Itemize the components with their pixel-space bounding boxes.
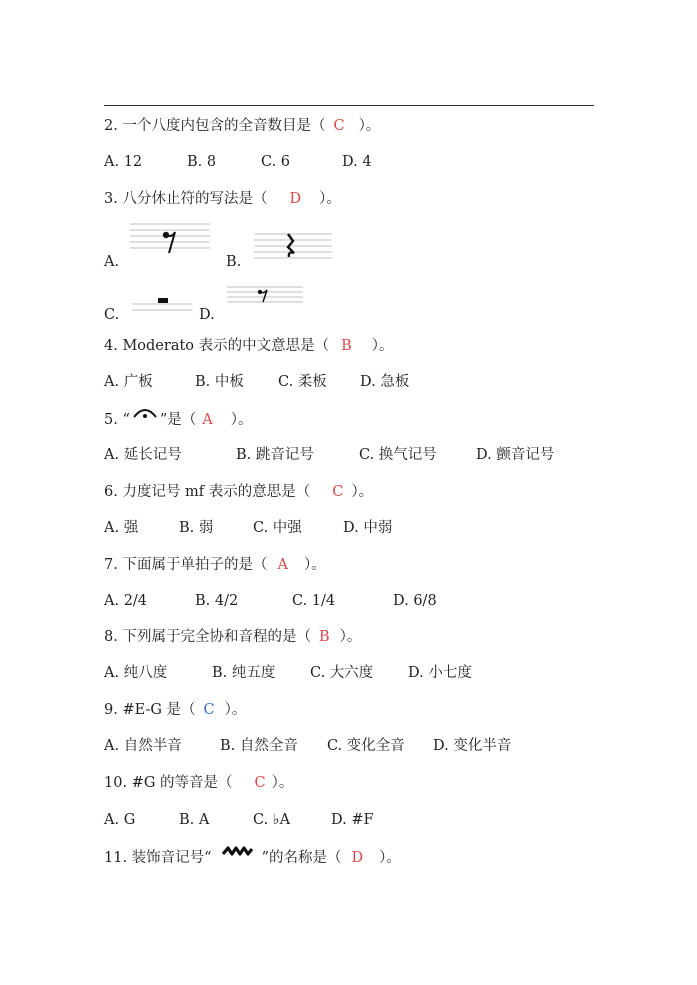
question-text: 7. 下面属于单拍子的是（ — [104, 557, 268, 573]
question-text-mid: ”的名称是（ — [261, 850, 342, 866]
option-a: A. 纯八度 — [104, 665, 168, 681]
question-text-mid: ”是（ — [159, 412, 197, 428]
question-2 — [104, 116, 380, 136]
question-end: ）。 — [303, 557, 326, 573]
option-c: C. 变化全音 — [327, 738, 405, 754]
question-end: ）。 — [319, 191, 341, 207]
question-11 — [104, 848, 401, 868]
question-end: ）。 — [339, 629, 362, 645]
answer: D — [289, 191, 302, 207]
eighth-rest-icon — [227, 285, 305, 309]
option-b: B. 4/2 — [195, 593, 239, 609]
option-b: B. 自然全音 — [220, 738, 298, 754]
question-4 — [104, 336, 394, 356]
answer: B — [318, 629, 330, 645]
eighth-rest-icon — [130, 222, 212, 254]
option-d: D. 小七度 — [408, 665, 472, 681]
answer: C — [332, 484, 344, 500]
question-end: ）。 — [351, 484, 374, 500]
option-d: D. 中弱 — [343, 520, 393, 536]
option-c: C. 柔板 — [278, 374, 327, 390]
option-a: A. G — [104, 812, 136, 828]
answer: D — [351, 850, 364, 866]
option-d: D. 颤音记号 — [476, 447, 555, 463]
question-text: 6. 力度记号 mf 表示的意思是（ — [104, 484, 311, 500]
option-b: B. — [226, 254, 242, 270]
option-b: B. 弱 — [179, 520, 214, 536]
option-b: B. 跳音记号 — [236, 447, 314, 463]
question-9 — [104, 700, 246, 720]
question-end: ）。 — [358, 118, 381, 134]
question-text: 4. Moderato 表示的中文意思是（ — [104, 338, 330, 354]
question-text: 3. 八分休止符的写法是（ — [104, 191, 268, 207]
answer: B — [341, 338, 352, 354]
answer: C — [254, 775, 266, 791]
option-c: C. 6 — [261, 154, 291, 170]
option-a: A. 延长记号 — [104, 447, 182, 463]
quarter-rest-icon — [254, 232, 334, 260]
question-8 — [104, 627, 361, 647]
question-text: 2. 一个八度内包含的全音数目是（ — [104, 118, 326, 134]
answer: C — [333, 118, 345, 134]
option-c: C. — [104, 307, 120, 323]
question-text: 8. 下列属于完全协和音程的是（ — [104, 629, 311, 645]
option-a: A. — [104, 254, 120, 270]
option-b: B. 中板 — [195, 374, 244, 390]
question-5 — [104, 410, 253, 430]
option-c: C. 中强 — [253, 520, 302, 536]
header-rule — [104, 105, 594, 106]
option-a: A. 12 — [104, 154, 143, 170]
answer: A — [277, 557, 288, 573]
question-6 — [104, 482, 373, 502]
trill-icon — [222, 845, 254, 859]
option-d: D. 急板 — [360, 374, 410, 390]
option-b: B. A — [179, 812, 210, 828]
question-end: ）。 — [271, 775, 294, 791]
question-7 — [104, 555, 326, 575]
option-b: B. 8 — [187, 154, 217, 170]
option-a: A. 自然半音 — [104, 738, 182, 754]
question-text: 10. #G 的等音是（ — [104, 775, 233, 791]
question-text: 11. 装饰音记号“ — [104, 850, 212, 866]
option-c: C. 1/4 — [292, 593, 336, 609]
question-end: ）。 — [230, 412, 253, 428]
option-a: A. 2/4 — [104, 593, 148, 609]
option-a: A. 广板 — [104, 374, 153, 390]
answer: A — [202, 412, 213, 428]
option-c: C. 大六度 — [310, 665, 374, 681]
half-rest-icon — [132, 292, 194, 314]
option-a: A. 强 — [104, 520, 139, 536]
option-d: D. #F — [331, 812, 374, 828]
question-end: ）。 — [224, 702, 247, 718]
option-d: D. — [199, 307, 215, 323]
fermata-icon — [132, 403, 158, 423]
answer: C — [203, 702, 215, 718]
question-3 — [104, 189, 341, 209]
question-text: 9. #E-G 是（ — [104, 702, 196, 718]
question-text: 5. “ — [104, 412, 130, 428]
question-end: ）。 — [379, 850, 401, 866]
option-c: C. ♭A — [253, 812, 291, 828]
option-d: D. 4 — [342, 154, 372, 170]
option-b: B. 纯五度 — [212, 665, 276, 681]
option-c: C. 换气记号 — [359, 447, 437, 463]
option-d: D. 6/8 — [393, 593, 437, 609]
question-end: ）。 — [371, 338, 394, 354]
option-d: D. 变化半音 — [433, 738, 512, 754]
question-10 — [104, 773, 293, 793]
